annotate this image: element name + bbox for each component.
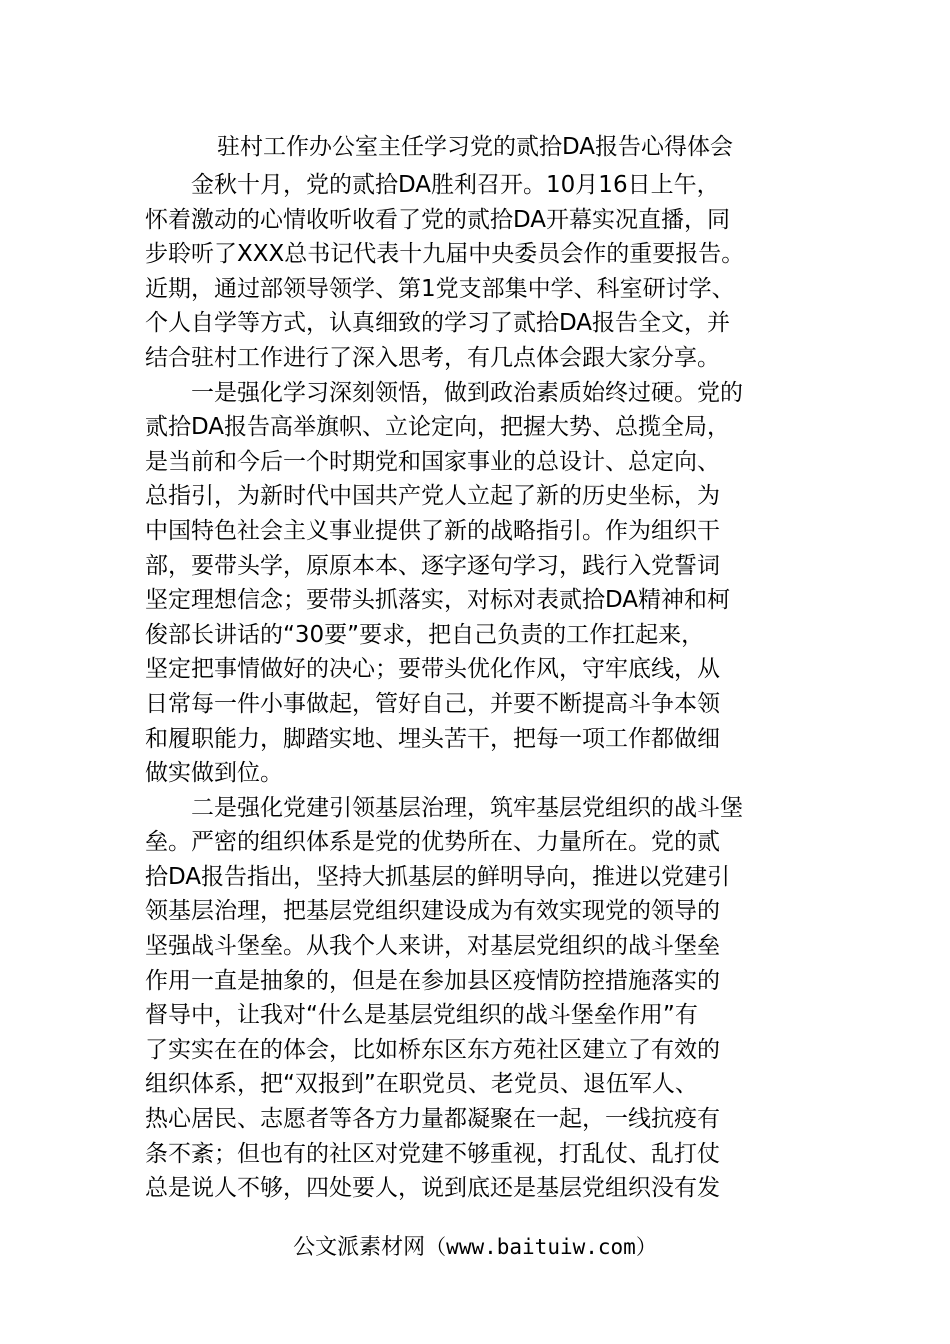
text-line: 总是说人不够，四处要人，说到底还是基层党组织没有发 xyxy=(145,1175,720,1202)
text-line: 坚定理想信念；要带头抓落实，对标对表贰拾DA精神和柯 xyxy=(145,587,731,614)
document-body xyxy=(145,168,810,1206)
text-line: 组织体系，把“双报到”在职党员、老党员、退伍军人、 xyxy=(145,1071,698,1098)
text-line: 中国特色社会主义事业提供了新的战略指引。作为组织干 xyxy=(145,517,720,544)
text-line: 了实实在在的体会，比如桥东区东方苑社区建立了有效的 xyxy=(145,1036,720,1063)
text-line: 垒。严密的组织体系是党的优势所在、力量所在。党的贰 xyxy=(145,829,720,856)
text-line: 近期，通过部领导领学、第1党支部集中学、科室研讨学、 xyxy=(145,275,735,302)
text-line: 条不紊；但也有的社区对党建不够重视，打乱仗、乱打仗 xyxy=(145,1140,720,1167)
footer-url: （www.baituiw.com） xyxy=(425,1235,657,1259)
text-line: 俊部长讲话的“30要”要求，把自己负责的工作扛起来， xyxy=(145,621,705,648)
text-line: 金秋十月，党的贰拾DA胜利召开。10月16日上午， xyxy=(191,172,720,198)
text-line: 热心居民、志愿者等各方力量都凝聚在一起，一线抗疫有 xyxy=(145,1106,720,1133)
document-title: 驻村工作办公室主任学习党的贰拾DA报告心得体会 xyxy=(216,134,734,160)
text-line: 坚强战斗堡垒。从我个人来讲，对基层党组织的战斗堡垒 xyxy=(145,933,720,960)
text-line: 总指引，为新时代中国共产党人立起了新的历史坐标，为 xyxy=(145,483,720,510)
page-footer xyxy=(0,1230,950,1265)
text-line: 结合驻村工作进行了深入思考，有几点体会跟大家分享。 xyxy=(145,344,720,371)
text-line: 贰拾DA报告高举旗帜、立论定向，把握大势、总揽全局， xyxy=(145,414,731,441)
text-line: 领基层治理，把基层党组织建设成为有效实现党的领导的 xyxy=(145,898,720,925)
text-line: 拾DA报告指出，坚持大抓基层的鲜明导向，推进以党建引 xyxy=(145,863,731,890)
text-line: 怀着激动的心情收听收看了党的贰拾DA开幕实况直播，同 xyxy=(145,206,731,233)
text-line: 坚定把事情做好的决心；要带头优化作风，守牢底线，从 xyxy=(145,656,720,683)
text-line: 和履职能力，脚踏实地、埋头苦干，把每一项工作都做细 xyxy=(145,725,720,752)
text-line: 个人自学等方式，认真细致的学习了贰拾DA报告全文，并 xyxy=(145,310,731,337)
footer-site-name: 公文派素材网 xyxy=(293,1235,426,1260)
text-line: 是当前和今后一个时期党和国家事业的总设计、总定向、 xyxy=(145,448,720,475)
text-line: 做实做到位。 xyxy=(145,760,283,787)
text-line: 二是强化党建引领基层治理，筑牢基层党组织的战斗堡 xyxy=(191,794,743,821)
text-line: 作用一直是抽象的，但是在参加县区疫情防控措施落实的 xyxy=(145,967,720,994)
text-line: 一是强化学习深刻领悟，做到政治素质始终过硬。党的 xyxy=(191,379,743,406)
text-line: 日常每一件小事做起，管好自己，并要不断提高斗争本领 xyxy=(145,690,720,717)
text-line: 督导中，让我对“什么是基层党组织的战斗堡垒作用”有 xyxy=(145,1002,698,1029)
text-line: 部，要带头学，原原本本、逐字逐句学习，践行入党誓词 xyxy=(145,552,720,579)
text-line: 步聆听了XXX总书记代表十九届中央委员会作的重要报告。 xyxy=(145,241,745,268)
